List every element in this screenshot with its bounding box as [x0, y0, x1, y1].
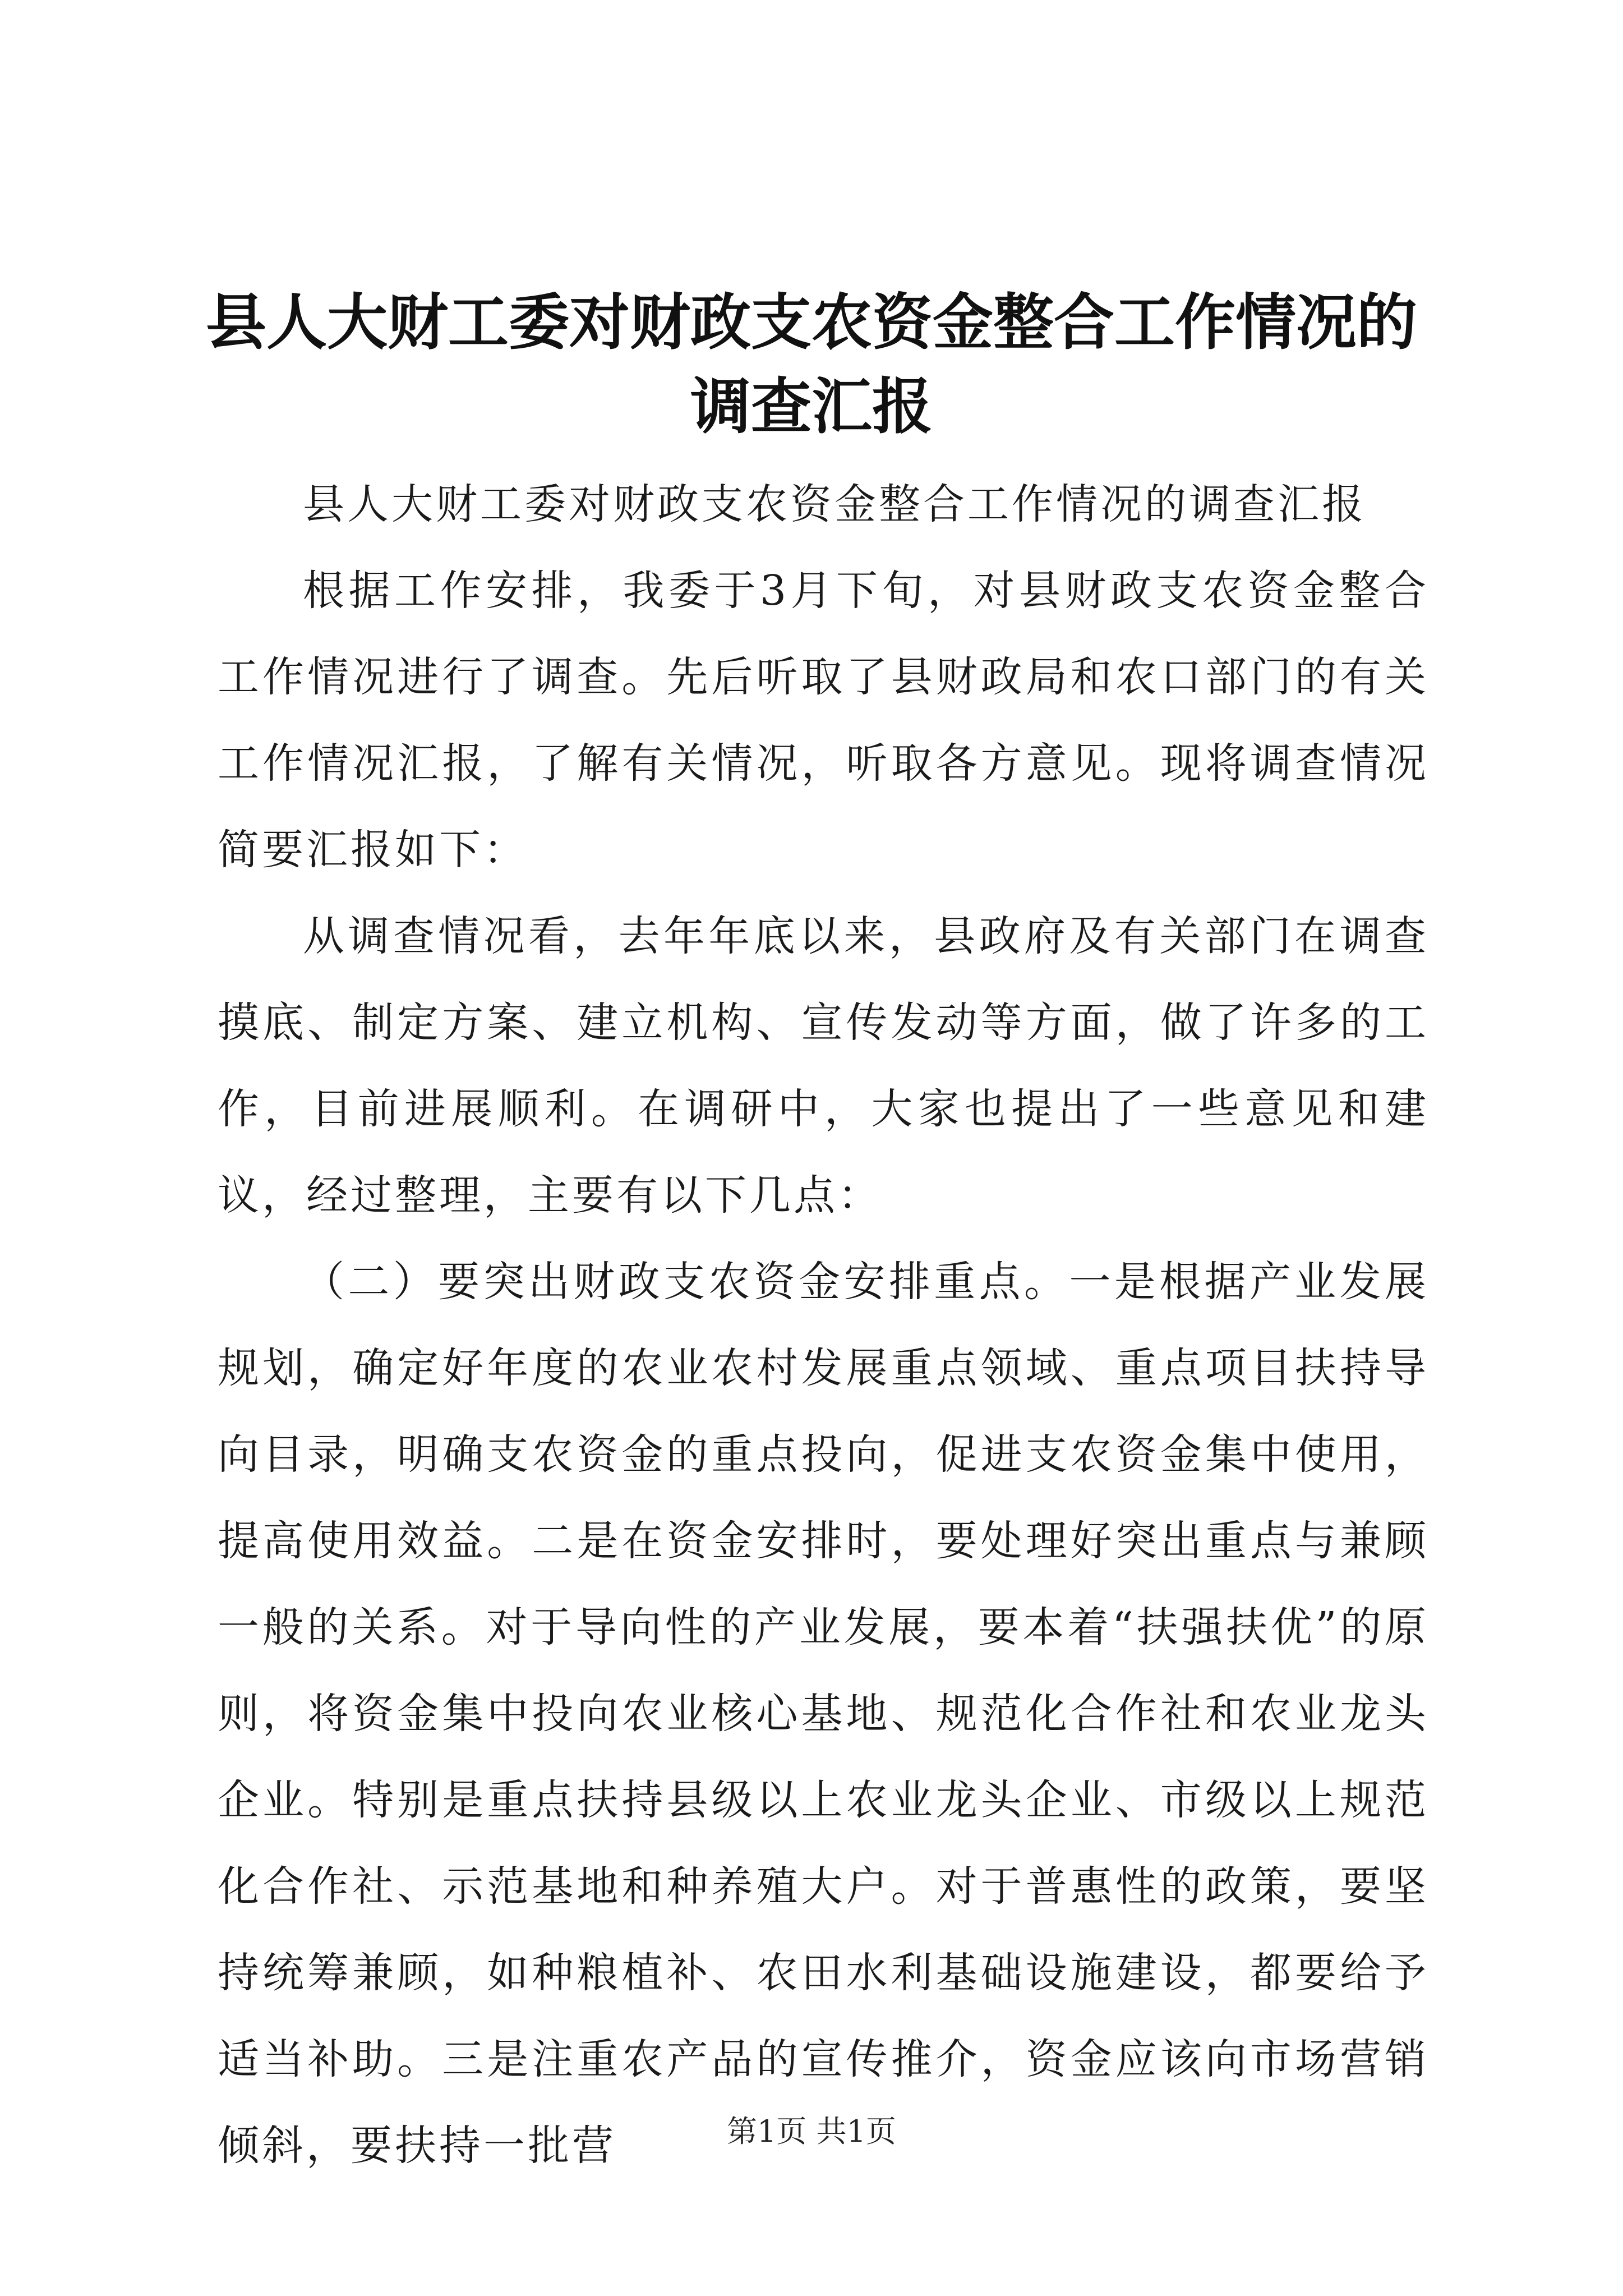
body-paragraph-overview: 从调查情况看，去年年底以来，县政府及有关部门在调查摸底、制定方案、建立机构、宣传发动等方面，做了许多的工作，目前进展顺利。在调研中，大家也提出了一些意见和建议，经过整理，主要有以下几点： — [218, 912, 1429, 1220]
page-footer: 第1页 共1页 — [727, 2114, 896, 2149]
body-paragraph-intro: 根据工作安排，我委于3月下旬，对县财政支农资金整合工作情况进行了调查。先后听取了县财政局和农口部门的有关工作情况汇报，了解有关情况，听取各方意见。现将调查情况简要汇报如下： — [218, 567, 1429, 874]
body-paragraph-section-two: （二）要突出财政支农资金安排重点。一是根据产业发展规划，确定好年度的农业农村发展重点领域、重点项目扶持导向目录，明确支农资金的重点投向，促进支农资金集中使用，提高使用效益。二是在资金安排时，要处理好突出重点与兼顾一般的关系。对于导向性的产业发展，要本着“扶强扶优”的原则，将资金集中投向农业核心基地、规范化合作社和农业龙头企业。特别是重点扶持县级以上农业龙头企业、市级以上规范化合作社、示范基地和种养殖大户。对于普惠性的政策，要坚持统筹兼顾，如种粮植补、农田水利基础设施建设，都要给予适当补助。三是注重农产品的宣传推介，资金应该向市场营销倾斜，要扶持一批营 — [218, 1258, 1429, 2170]
body-paragraph-subtitle: 县人大财工委对财政支农资金整合工作情况的调查汇报 — [303, 480, 1366, 528]
document-body — [218, 461, 1429, 2189]
document-title: 县人大财工委对财政支农资金整合工作情况的调查汇报 — [205, 287, 1417, 442]
